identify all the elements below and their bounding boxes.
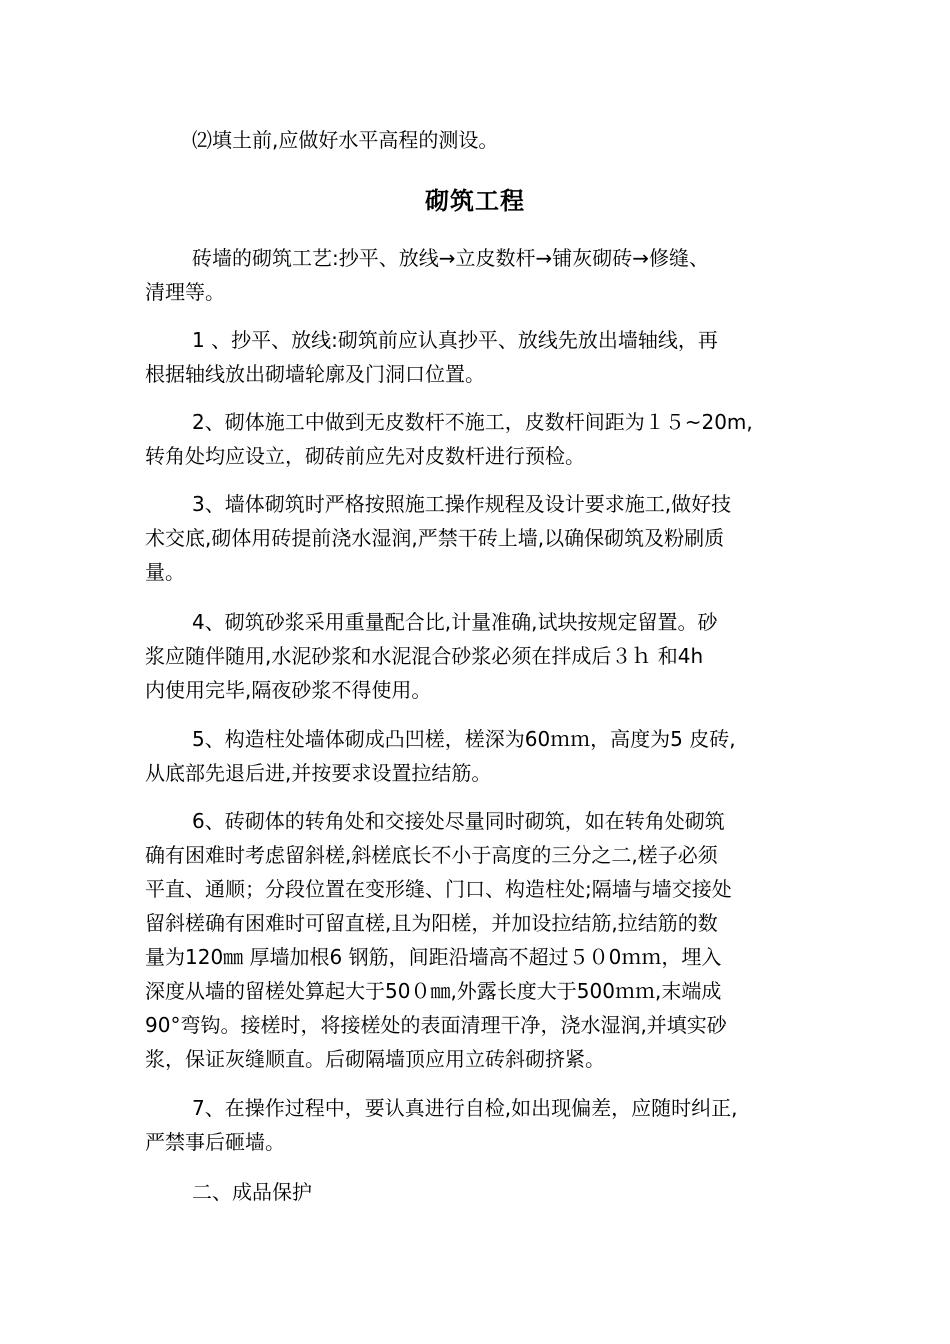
paragraph-line: 术交底,砌体用砖提前浇水湿润,严禁干砖上墙,以确保砌筑及粉刷质 [145, 526, 725, 550]
paragraph-line: 7、在操作过程中，要认真进行自检,如出现偏差，应随时纠正, [192, 1096, 738, 1120]
paragraph-line: 浆应随伴随用,水泥砂浆和水泥混合砂浆必须在拌成后３ｈ 和4h [145, 644, 704, 668]
paragraph-line: 量。 [145, 560, 185, 584]
subsection-heading: 二、成品保护 [192, 1180, 312, 1204]
paragraph-line: 砖墙的砌筑工艺:抄平、放线→立皮数杆→铺灰砌砖→修缝、 [192, 246, 710, 270]
section-title: 砌筑工程 [425, 187, 525, 215]
paragraph-line: 1 、抄平、放线:砌筑前应认真抄平、放线先放出墙轴线，再 [192, 328, 718, 352]
paragraph-line: 3、墙体砌筑时严格按照施工操作规程及设计要求施工,做好技 [192, 492, 732, 516]
paragraph-line: 转角处均应设立，砌砖前应先对皮数杆进行预检。 [145, 444, 585, 468]
paragraph-line: 深度从墙的留槎处算起大于50０㎜,外露长度大于500ｍｍ,末端成 [145, 979, 722, 1003]
paragraph-line: 严禁事后砸墙。 [145, 1130, 285, 1154]
paragraph-line: 平直、通顺；分段位置在变形缝、门口、构造柱处;隔墙与墙交接处 [145, 877, 732, 901]
paragraph-line: 清理等。 [145, 280, 225, 304]
paragraph-line: 量为120㎜ 厚墙加根6 钢筋，间距沿墙高不超过５０0ｍｍ，埋入 [145, 945, 722, 969]
paragraph-line: 4、砌筑砂浆采用重量配合比,计量准确,试块按规定留置。砂 [192, 610, 718, 634]
intro-line: ⑵填土前,应做好水平高程的测设。 [192, 128, 499, 152]
paragraph-line: 2、砌体施工中做到无皮数杆不施工，皮数杆间距为１５~20m, [192, 410, 753, 434]
paragraph-line: 90°弯钩。接槎时，将接槎处的表面清理干净，浇水湿润,并填实砂 [145, 1013, 727, 1037]
paragraph-line: 根据轴线放出砌墙轮廓及门洞口位置。 [145, 362, 485, 386]
paragraph-line: 内使用完毕,隔夜砂浆不得使用。 [145, 678, 432, 702]
paragraph-line: 确有困难时考虑留斜槎,斜槎底长不小于高度的三分之二,槎子必须 [145, 843, 718, 867]
paragraph-line: 5、构造柱处墙体砌成凸凹槎，槎深为60ｍｍ，高度为5 皮砖, [192, 727, 736, 751]
paragraph-line: 留斜槎确有困难时可留直槎,且为阳槎，并加设拉结筋,拉结筋的数 [145, 911, 718, 935]
paragraph-line: 浆，保证灰缝顺直。后砌隔墙顶应用立砖斜砌挤紧。 [145, 1047, 605, 1071]
paragraph-line: 从底部先退后进,并按要求设置拉结筋。 [145, 761, 492, 785]
paragraph-line: 6、砖砌体的转角处和交接处尽量同时砌筑，如在转角处砌筑 [192, 809, 725, 833]
